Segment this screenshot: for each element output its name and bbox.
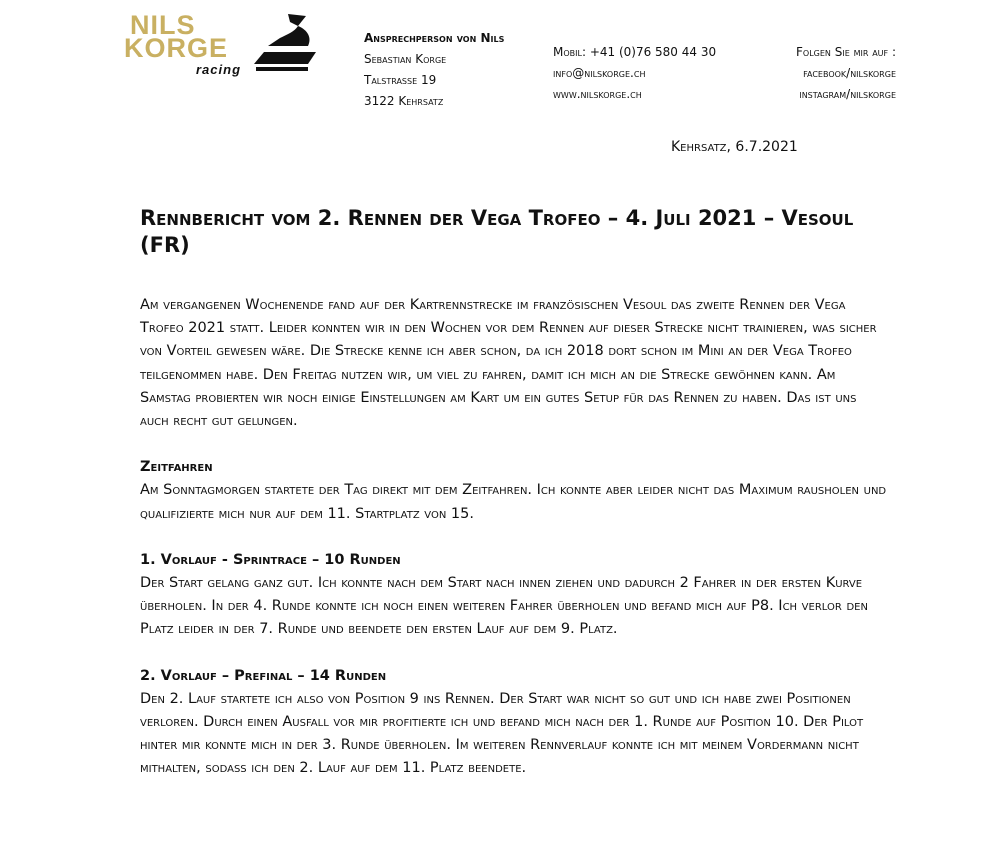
mobile-number: Mobil: +41 (0)76 580 44 30 bbox=[553, 45, 717, 59]
section-heading-vorlauf-1: 1. Vorlauf - Sprintrace – 10 Runden bbox=[140, 551, 401, 568]
social-block bbox=[796, 42, 896, 105]
section-text-vorlauf-2: Den 2. Lauf startete ich also von Position 9 ins Rennen. Der Start war nicht so gut und ich habe zwei Positionen verloren. Durch einen Ausfall vor mir profitierte ich und befand mich nach der 1. Runde auf Position 10. Der Pilot hinter mir konnte mich in der 3. Runde überholen. Im weiteren Rennverlauf konnte ich mit meinem Vordermann nicht mithalten, sodass ich den 2. Lauf auf dem 11. Platz beendete. bbox=[140, 690, 864, 777]
website-link[interactable]: www.nilskorge.ch bbox=[553, 87, 642, 101]
section-text-vorlauf-1: Der Start gelang ganz gut. Ich konnte nach dem Start nach innen ziehen und dadurch 2 Fahrer in der ersten Kurve überholen. In der 4. Runde konnte ich noch einen weiteren Fahrer überholen und befand mich auf P8. Ich verlor den Platz leider in der 7. Runde und beendete den ersten Lauf auf dem 9. Platz. bbox=[140, 575, 868, 638]
contact-street: Talstrasse 19 bbox=[364, 73, 437, 87]
email-link[interactable]: info@nilskorge.ch bbox=[553, 66, 646, 80]
helmet-flag-icon bbox=[250, 12, 320, 74]
section-heading-zeitfahren: Zeitfahren bbox=[140, 459, 213, 476]
facebook-link[interactable]: facebook/nilskorge bbox=[803, 66, 896, 80]
contact-title: Ansprechperson von Nils bbox=[364, 31, 505, 45]
report-title: Rennbericht vom 2. Rennen der Vega Trofeo – 4. Juli 2021 – Vesoul (FR) bbox=[140, 206, 854, 257]
contact-block bbox=[364, 28, 504, 112]
logo-line-korge: KORGE bbox=[124, 33, 229, 63]
section-heading-vorlauf-2: 2. Vorlauf – Prefinal – 14 Runden bbox=[140, 667, 387, 684]
contact-details bbox=[553, 42, 716, 105]
nils-korge-racing-logo bbox=[124, 12, 324, 82]
logo-line-racing: racing bbox=[196, 62, 242, 77]
contact-city: 3122 Kehrsatz bbox=[364, 94, 444, 108]
instagram-link[interactable]: instagram/nilskorge bbox=[799, 87, 896, 101]
section-text-zeitfahren: Am Sonntagmorgen startete der Tag direkt mit dem Zeitfahren. Ich konnte aber leider nicht das Maximum rausholen und qualifizierte mich nur auf dem 11. Startplatz von 15. bbox=[140, 482, 887, 522]
contact-name: Sebastian Korge bbox=[364, 52, 447, 66]
follow-title: Folgen Sie mir auf : bbox=[796, 45, 896, 59]
report-body bbox=[140, 205, 888, 781]
letter-date: Kehrsatz, 6.7.2021 bbox=[671, 139, 798, 155]
logo-line-nils: NILS bbox=[130, 10, 196, 40]
intro-paragraph: Am vergangenen Wochenende fand auf der Kartrennstrecke im französischen Vesoul das zweite Rennen der Vega Trofeo 2021 statt. Leider konnten wir in den Wochen vor dem Rennen auf dieser Strecke nicht trainieren, was sicher von Vorteil gewesen wäre. Die Strecke kenne ich aber schon, da ich 2018 dort schon im Mini an der Vega Trofeo teilgenommen habe. Den Freitag nutzen wir, um viel zu fahren, damit ich mich an die Strecke gewöhnen kann. Am Samstag probierten wir noch einige Einstellungen am Kart um ein gutes Setup für das Rennen zu haben. Das ist uns auch recht gut gelungen. bbox=[140, 297, 877, 430]
